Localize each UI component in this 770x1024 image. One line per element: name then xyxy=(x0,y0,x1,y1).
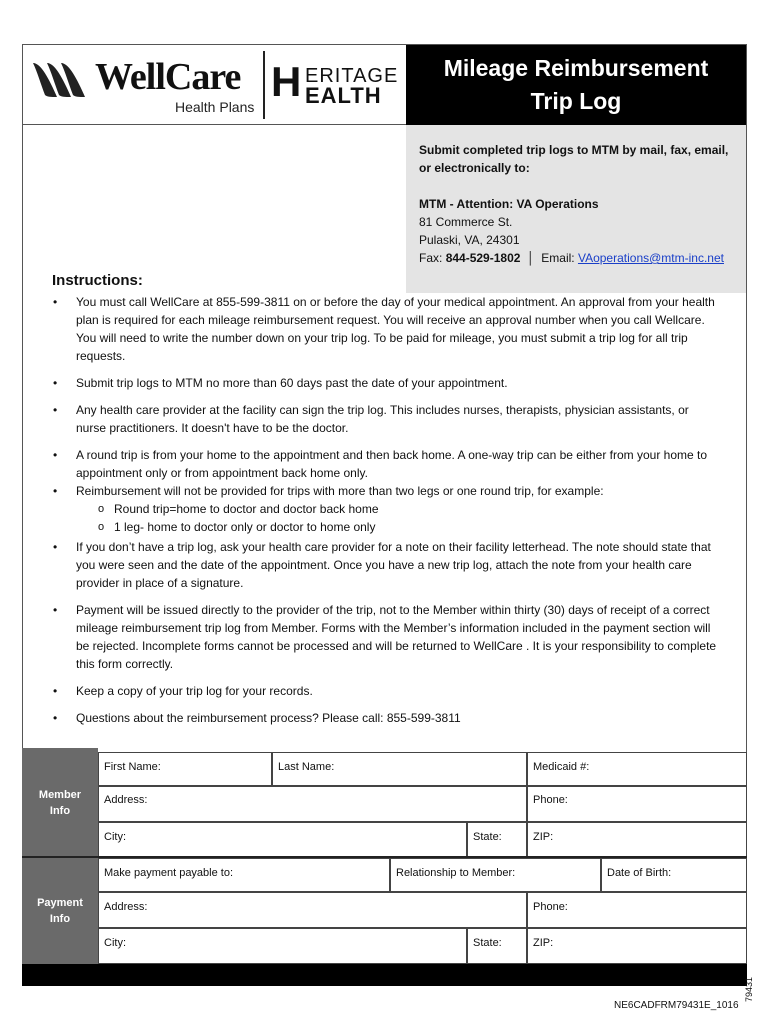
fax-number: 844-529-1802 xyxy=(445,251,521,265)
member-address-label: Address: xyxy=(104,794,148,806)
wellcare-tagline: Health Plans xyxy=(175,99,255,115)
example-item: o Round trip=home to doctor and doctor back home xyxy=(98,500,722,518)
payment-phone-field[interactable] xyxy=(527,892,747,928)
fax-label: Fax: xyxy=(419,251,443,265)
examples-list xyxy=(76,500,722,536)
payment-zip-label: ZIP: xyxy=(533,937,554,949)
instruction-item: • A round trip is from your home to the appointment and then back home. A one-way trip can be either from your home to appointment only or from appointment back home only. xyxy=(52,446,722,482)
payment-city-field[interactable] xyxy=(98,928,467,964)
submit-city: Pulaski, VA, 24301 xyxy=(419,233,520,247)
side-code: 79431 xyxy=(744,976,754,1002)
instruction-item: • If you don’t have a trip log, ask your health care provider for a note on their facility letterhead. The note should state that you were seen and the date of the appointment. Once you have a new trip log, attach the note from your health care provider in place of a signature. xyxy=(52,538,722,592)
submit-contact-line xyxy=(419,249,736,267)
instruction-item: • Any health care provider at the facility can sign the trip log. This includes nurses, therapists, physician assistants, or nurse practitioners. It doesn't have to be the doctor. xyxy=(52,401,722,437)
logo-divider xyxy=(263,51,265,119)
instruction-item: • Payment will be issued directly to the provider of the trip, not to the Member within thirty (30) days of receipt of a correct mileage reimbursement trip log from Member. Forms with the Member’s information included in the payment section will be rejected. Incomplete forms cannot be processed and will be returned to WellCare . It is your responsibility to complete this form correctly. xyxy=(52,601,722,673)
instruction-item: • Submit trip logs to MTM no more than 60 days past the date of your appointment. xyxy=(52,374,722,392)
member-zip-label: ZIP: xyxy=(533,831,554,843)
title-line-2: Trip Log xyxy=(530,88,622,114)
payable-to-label: Make payment payable to: xyxy=(104,867,234,879)
heritage-top: ERITAGE xyxy=(305,65,399,87)
title-line-1: Mileage Reimbursement xyxy=(443,55,709,81)
payment-address-field[interactable] xyxy=(98,892,527,928)
member-info-label xyxy=(22,748,98,857)
title-banner xyxy=(406,45,746,125)
member-city-field[interactable] xyxy=(98,822,467,857)
logo-area xyxy=(23,45,406,125)
instruction-item: • You must call WellCare at 855-599-3811 on or before the day of your medical appointment. An approval from your health plan is required for each mileage reimbursement request. You will receive an approval number when you call Wellcare. You will need to write the number down on your trip log. To be paid for mileage, you must submit a trip log for all trip requests. xyxy=(52,293,722,365)
member-last-name-field[interactable] xyxy=(272,752,527,786)
instructions-list xyxy=(52,293,722,736)
first-name-label: First Name: xyxy=(104,761,161,773)
payment-state-label: State: xyxy=(473,937,502,949)
payment-label-line-1: Payment xyxy=(37,897,83,909)
member-zip-field[interactable] xyxy=(527,822,747,857)
instructions-heading: Instructions: xyxy=(52,272,143,289)
bottom-bar xyxy=(22,964,747,986)
submit-street: 81 Commerce St. xyxy=(419,215,513,229)
payment-relationship-field[interactable] xyxy=(390,858,601,892)
member-city-label: City: xyxy=(104,831,126,843)
member-phone-field[interactable] xyxy=(527,786,747,822)
member-first-name-field[interactable] xyxy=(98,752,272,786)
submit-info-box xyxy=(406,125,746,293)
member-medicaid-field[interactable] xyxy=(527,752,747,786)
member-address-field[interactable] xyxy=(98,786,527,822)
payment-label-line-2: Info xyxy=(49,913,71,925)
relationship-label: Relationship to Member: xyxy=(396,867,516,879)
payment-zip-field[interactable] xyxy=(527,928,747,964)
heritage-initial: H xyxy=(271,58,302,105)
instruction-item-text: • Reimbursement will not be provided for trips with more than two legs or one round trip, for example: xyxy=(76,484,604,498)
payment-city-label: City: xyxy=(104,937,126,949)
email-link[interactable]: VAoperations@mtm-inc.net xyxy=(577,251,724,265)
payment-state-field[interactable] xyxy=(467,928,527,964)
medicaid-label: Medicaid #: xyxy=(533,761,590,773)
member-state-label: State: xyxy=(473,831,502,843)
form-number: NE6CADFRM79431E_1016 xyxy=(614,1000,739,1011)
email-label: Email: xyxy=(541,251,575,265)
member-label-line-2: Info xyxy=(49,804,71,817)
member-label-line-1: Member xyxy=(38,788,82,801)
payment-dob-field[interactable] xyxy=(601,858,747,892)
payment-info-label xyxy=(22,858,98,964)
instruction-item: • Questions about the reimbursement process? Please call: 855-599-3811 xyxy=(52,709,722,727)
submit-intro: Submit completed trip logs to MTM by mail, fax, email, or electronically to: xyxy=(419,143,729,175)
instruction-item: • Keep a copy of your trip log for your records. xyxy=(52,682,722,700)
contact-separator: │ xyxy=(523,251,538,265)
payment-payable-to-field[interactable] xyxy=(98,858,390,892)
payment-phone-label: Phone: xyxy=(533,901,568,913)
submit-attention: MTM - Attention: VA Operations xyxy=(419,197,599,211)
heritage-bottom: EALTH xyxy=(305,83,382,108)
wellcare-wordmark: WellCare xyxy=(95,56,241,98)
instruction-item-with-examples xyxy=(52,482,722,536)
member-phone-label: Phone: xyxy=(533,794,568,806)
last-name-label: Last Name: xyxy=(278,761,335,773)
member-state-field[interactable] xyxy=(467,822,527,857)
payment-address-label: Address: xyxy=(104,901,148,913)
example-item: o 1 leg- home to doctor only or doctor to home only xyxy=(98,518,722,536)
wellcare-logo-mark xyxy=(31,59,103,101)
dob-label: Date of Birth: xyxy=(607,867,672,879)
